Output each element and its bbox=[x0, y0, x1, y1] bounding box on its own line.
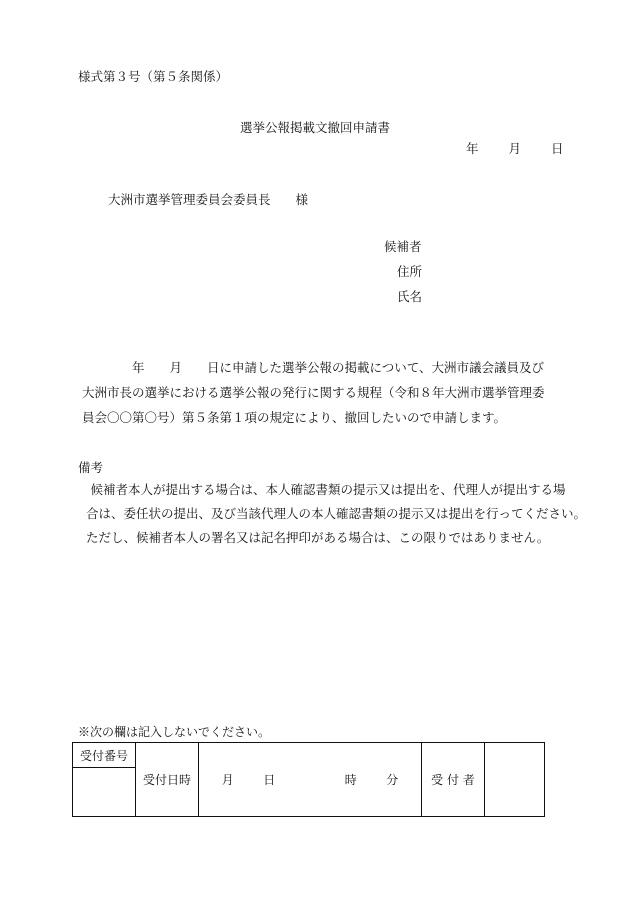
office-use-notice: ※次の欄は記入しないでください。 bbox=[78, 725, 271, 739]
receiver-field bbox=[485, 743, 545, 817]
office-use-table bbox=[72, 742, 545, 817]
remarks-label: 備考 bbox=[78, 460, 104, 475]
receiver-label: 受 付 者 bbox=[422, 743, 485, 817]
remarks-line: 候補者本人が提出する場合は、本人確認書類の提示又は提出を、代理人が提出する場 bbox=[78, 482, 566, 497]
candidate-heading: 候補者 bbox=[384, 239, 422, 254]
candidate-address-label: 住所 bbox=[397, 264, 423, 279]
body-line: 大洲市長の選挙における選挙公報の発行に関する規程（令和８年大洲市選挙管理委 bbox=[82, 385, 545, 400]
body-line: 員会〇〇第〇号）第５条第１項の規定により、撤回したいので申請します。 bbox=[82, 410, 507, 425]
receipt-number-label: 受付番号 bbox=[73, 743, 136, 768]
receipt-datetime-field bbox=[199, 743, 422, 817]
document-title: 選挙公報掲載文撤回申請書 bbox=[239, 120, 390, 135]
addressee: 大洲市選挙管理委員会委員長 様 bbox=[108, 192, 309, 207]
receipt-datetime-label: 受付日時 bbox=[136, 743, 199, 817]
date-year: 年 bbox=[466, 141, 479, 156]
remarks-text bbox=[78, 478, 586, 550]
receipt-number-field bbox=[73, 768, 136, 817]
application-body bbox=[82, 355, 552, 430]
receipt-minute: 分 bbox=[386, 773, 399, 787]
date-day: 日 bbox=[551, 141, 564, 156]
body-line: 年 月 日に申請した選挙公報の掲載について、大洲市議会議員及び bbox=[82, 360, 545, 375]
receipt-day: 日 bbox=[263, 773, 276, 787]
receipt-month: 月 bbox=[221, 773, 234, 787]
remarks-line: 合は、委任状の提出、及び当該代理人の本人確認書類の提示又は提出を行ってください。 bbox=[86, 506, 587, 521]
candidate-name-label: 氏名 bbox=[397, 289, 423, 304]
application-date bbox=[466, 139, 564, 157]
remarks-line: ただし、候補者本人の署名又は記名押印がある場合は、この限りではありません。 bbox=[86, 530, 550, 545]
date-month: 月 bbox=[508, 141, 522, 156]
form-number: 様式第３号（第５条関係） bbox=[78, 69, 229, 84]
receipt-hour: 時 bbox=[344, 773, 357, 787]
